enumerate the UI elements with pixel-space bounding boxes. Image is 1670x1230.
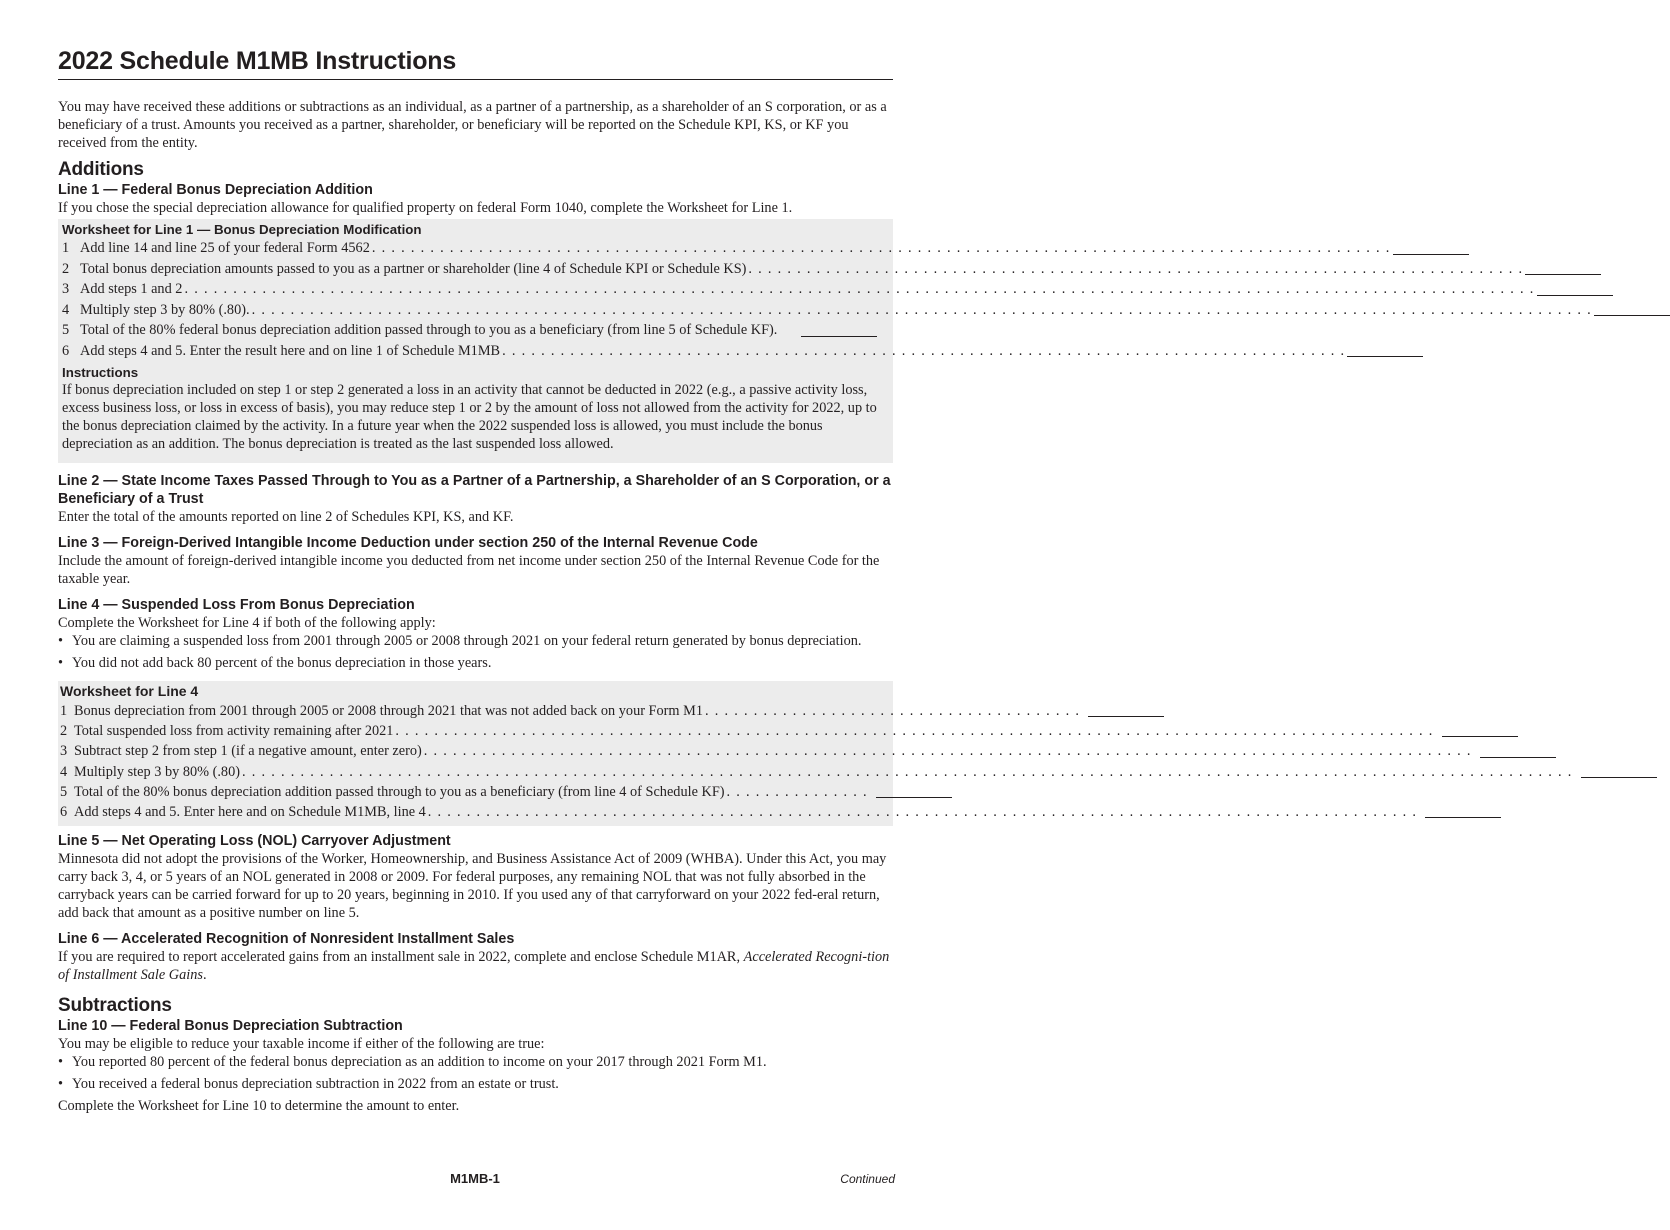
step-text: Add line 14 and line 25 of your federal Form 4562	[80, 240, 370, 256]
step-text: Add steps 4 and 5. Enter here and on Schedule M1MB, line 4	[74, 804, 426, 821]
dot-leader: . . . . . . . . . . . . . . . . . . . . . . . . . . . . . . . . . . . . . . . . . . . . . . . . . . . . . . . . . . . . . . . . . . . . . . . . . . . . . . . . . . . . . . . . . . . . . . . . . . . . . . . . . . . .	[423, 743, 1472, 760]
dot-leader: . . . . . . . . . . . . . . . . . . . . . . . . . . . . . . . . . . . . . . . . . . . . . . . . . . . . . . . . . . . . . . . . . . . . . . . . . . . . . . . .	[748, 260, 1524, 277]
step-number: 2	[62, 260, 70, 277]
step-text: Bonus depreciation from 2001 through 2005 or 2008 through 2021 that was not added back on your Form M1	[74, 703, 703, 719]
dot-leader: . . . . . . . . . . . . . . . . . . . . . . . . . . . . . . . . . . . . . . . . . . . . . . . . . . . . . . . . . . . . . . . . . . . . . . . . . . . . . . . . . . . . . . . . . . . . . . . . . . . . . . . . .	[371, 240, 1391, 256]
worksheet-row	[60, 701, 1081, 721]
step-number: 1	[62, 240, 70, 256]
list-item-text: You are claiming a suspended loss from 2001 through 2005 or 2008 through 2021 on your federal return generated by bonus depreciation.	[72, 633, 862, 649]
step-text: Add steps 4 and 5. Enter the result here and on line 1 of Schedule M1MB	[80, 342, 501, 359]
list-item	[58, 654, 893, 672]
worksheet-row	[62, 300, 1592, 321]
dot-leader: . . . . . . . . . . . . . . . . . . . . . . . . . . . . . . . . . . . . . . . . . . . . . . . . . . . . . . . . . . . . . . . . . . . . . . . . . . . . . . . . . . . . . . . . . . . . . . . . . . . . . . . . . . . . . . . . . . . . . . . . . . . . . . . . . . . . . . . . . . .	[184, 281, 1535, 297]
step-number: 5	[60, 783, 68, 800]
bullet-marker: •	[58, 1054, 64, 1071]
list-item	[58, 632, 893, 650]
step-number: 4	[60, 763, 68, 780]
amount-field[interactable]	[1525, 260, 1601, 275]
worksheet-row	[60, 782, 893, 802]
step-text: Subtract step 2 from step 1 (if a negative amount, enter zero)	[74, 743, 422, 760]
worksheet-row	[60, 741, 1472, 761]
step-number: 2	[60, 723, 68, 740]
worksheet-line4	[58, 681, 1573, 826]
worksheet-row	[62, 238, 1391, 259]
dot-leader: . . . . . . . . . . . . . . . . . . . . . . . . . . . . . . . . . . . . . . . . . . . . . . . . . . . . . . . . . . . . . . . . . . . . . . . . . . . . . . . . . . . . . . . . . . . . . . . . . . . . . . . . . . . . . . . . . . . . . . . . . . . . . . . . . . . . . . . . . .	[251, 301, 1592, 318]
amount-field[interactable]	[876, 783, 952, 798]
step-number: 1	[60, 703, 68, 719]
list-item-text: You reported 80 percent of the federal bonus depreciation as an addition to income on your 2017 through 2021 Form M1.	[72, 1054, 767, 1071]
additions-heading: Additions	[58, 159, 144, 180]
schedule-m1ar-title: Accelerated Recogni-tion of Installment Sale Gains	[58, 949, 890, 984]
dot-leader: . . . . . . . . . . . . . . . . . . . . . . . . . . . . . . . . . . . . . . . . . . . . . . . . . . . . . . . . . . . . . . . . . . . . . . . . . . . . . . . . . . . . . . . . . . . . . . . . . . . . . .	[427, 804, 1418, 821]
amount-field[interactable]	[1088, 702, 1164, 717]
document-page	[58, 44, 1592, 1115]
dot-leader: . . . . . . . . . . . . . . . . . . . . . . . . . . . . . . . . . . . . . . . . . . . . . . . . . . . . . . . . . . . . . . . . . . . . . . . . . . . . . . . . . . . . . . .	[502, 342, 1346, 359]
worksheet-line1	[58, 219, 1592, 463]
amount-field[interactable]	[1393, 240, 1469, 255]
bullet-marker: •	[58, 633, 64, 649]
dot-leader: . . . . . . . . . . . . . . .	[726, 783, 868, 800]
subtractions-heading: Subtractions	[58, 995, 172, 1017]
step-number: 6	[60, 804, 68, 821]
list-item-text: You received a federal bonus depreciation subtraction in 2022 from an estate or trust.	[72, 1076, 559, 1093]
line5-text: Minnesota did not adopt the provisions of the Worker, Homeownership, and Business Assistance Act of 2009 (WHBA). Under this Act, you may carry back 3, 4, or 5 years of an NOL generated in 2008 or 2009. For federal purposes, any remaining NOL that was not fully absorbed in the carryback years can be carried forward for up to 20 years, beginning in 2010. If you used any of that carryforward on your 2022 fed-eral return, add back that amount as a positive number on line 5.	[58, 851, 887, 922]
step-text: Add steps 1 and 2	[80, 281, 183, 297]
line3-text: Include the amount of foreign-derived intangible income you deducted from net income under section 250 of the Internal Revenue Code for the taxable year.	[58, 553, 880, 587]
worksheet-row	[60, 762, 1573, 782]
worksheet-row	[62, 341, 1346, 362]
line3-heading: Line 3 — Foreign-Derived Intangible Income Deduction under section 250 of the Internal Revenue Code	[58, 535, 758, 551]
step-text: Total bonus depreciation amounts passed to you as a partner or shareholder (line 4 of Schedule KPI or Schedule KS)	[80, 260, 747, 277]
intro-paragraph: You may have received these additions or subtractions as an individual, as a partner of a partnership, as a shareholder of an S corporation, or as a beneficiary of a trust. Amounts you received as a partner, shareholder, or beneficiary will be reported on the Schedule KPI, KS, or KF you received from the entity.	[58, 99, 887, 151]
line2-text: Enter the total of the amounts reported on line 2 of Schedules KPI, KS, and KF.	[58, 509, 514, 525]
line6-text-start: If you are required to report accelerated gains from an installment sale in 2022, complete and enclose Schedule M1AR,	[58, 949, 744, 966]
line10-heading: Line 10 — Federal Bonus Depreciation Subtraction	[58, 1018, 403, 1035]
line2-heading: Line 2 — State Income Taxes Passed Through to You as a Partner of a Partnership, a Shareholder of an S Corporation, or a Beneficiary of a Trust	[58, 473, 891, 507]
step-number: 4	[62, 301, 70, 318]
step-number: 3	[62, 281, 70, 297]
worksheet-row	[60, 721, 1434, 741]
list-item	[58, 1075, 893, 1093]
worksheet-line1-title: Worksheet for Line 1 — Bonus Depreciation Modification	[62, 222, 422, 237]
step-number: 5	[62, 322, 70, 338]
line1-heading: Line 1 — Federal Bonus Depreciation Addition	[58, 182, 373, 198]
step-text: Multiply step 3 by 80% (.80)	[74, 763, 240, 780]
list-item	[58, 1053, 893, 1071]
continued-label: Continued	[840, 1172, 895, 1186]
amount-field[interactable]	[1442, 722, 1518, 737]
amount-field[interactable]	[1347, 342, 1423, 357]
line6-heading: Line 6 — Accelerated Recognition of Nonresident Installment Sales	[58, 931, 515, 948]
dot-leader: . . . . . . . . . . . . . . . . . . . . . . . . . . . . . . . . . . . . . . .	[704, 703, 1081, 719]
line6-text-end: .	[202, 967, 207, 984]
line4-heading: Line 4 — Suspended Loss From Bonus Depreciation	[58, 597, 415, 613]
step-number: 3	[60, 743, 68, 760]
worksheet-instructions-text: If bonus depreciation included on step 1 or step 2 generated a loss in an activity that cannot be deducted in 2022 (e.g., a passive activity loss, excess business loss, or loss in excess of basis), you may reduce step 1 or 2 by the amount of loss not allowed from the activity for 2022, up to the bonus depreciation claimed by the activity. In a future year when the 2022 suspended loss is allowed, you must include the bonus depreciation as an addition. The bonus depreciation is treated as the last suspended loss allowed.	[62, 382, 877, 452]
line6-text	[58, 948, 893, 984]
dot-leader: . . . . . . . . . . . . . . . . . . . . . . . . . . . . . . . . . . . . . . . . . . . . . . . . . . . . . . . . . . . . . . . . . . . . . . . . . . . . . . . . . . . . . . . . . . . . . . . . . . . . . . . . . . . . . . . . . . . . . . . . . . . . . . . . . . . . . . . . .	[242, 763, 1573, 780]
amount-field[interactable]	[1480, 743, 1556, 758]
dot-leader: . . . . . . . . . . . . . . . . . . . . . . . . . . . . . . . . . . . . . . . . . . . . . . . . . . . . . . . . . . . . . . . . . . . . . . . . . . . . . . . . . . . . . . . . . . . . . . . . . . . . . . . . . . .	[395, 723, 1434, 740]
line10-text: You may be eligible to reduce your taxable income if either of the following are true:	[58, 1036, 545, 1053]
list-item-text: You did not add back 80 percent of the bonus depreciation in those years.	[72, 655, 492, 671]
step-text: Total of the 80% bonus depreciation addition passed through to you as a beneficiary (from line 4 of Schedule KF)	[74, 783, 725, 800]
step-text: Total of the 80% federal bonus depreciation addition passed through to you as a beneficiary (from line 5 of Schedule KF).	[80, 322, 778, 338]
bullet-marker: •	[58, 1076, 64, 1093]
worksheet-row	[60, 802, 1418, 822]
step-number: 6	[62, 342, 70, 359]
amount-field[interactable]	[1537, 281, 1613, 296]
worksheet-row	[62, 320, 889, 341]
step-text: Multiply step 3 by 80% (.80).	[80, 301, 250, 318]
step-text: Total suspended loss from activity remaining after 2021	[74, 723, 394, 740]
worksheet-row	[62, 259, 1524, 280]
amount-field[interactable]	[1581, 763, 1657, 778]
line5-heading: Line 5 — Net Operating Loss (NOL) Carryover Adjustment	[58, 833, 451, 850]
bullet-marker: •	[58, 655, 64, 671]
worksheet-row	[62, 279, 1535, 300]
page-number: M1MB-1	[450, 1171, 500, 1186]
amount-field[interactable]	[1594, 301, 1670, 316]
page-title: 2022 Schedule M1MB Instructions	[58, 44, 893, 80]
amount-field[interactable]	[801, 322, 877, 337]
line1-text: If you chose the special depreciation allowance for qualified property on federal Form 1040, complete the Worksheet for Line 1.	[58, 200, 793, 216]
amount-field[interactable]	[1425, 803, 1501, 818]
worksheet-instructions-heading: Instructions	[62, 365, 139, 380]
line4-text: Complete the Worksheet for Line 4 if both of the following apply:	[58, 615, 436, 631]
worksheet-line4-title: Worksheet for Line 4	[60, 683, 199, 699]
line10-closing: Complete the Worksheet for Line 10 to determine the amount to enter.	[58, 1098, 460, 1115]
